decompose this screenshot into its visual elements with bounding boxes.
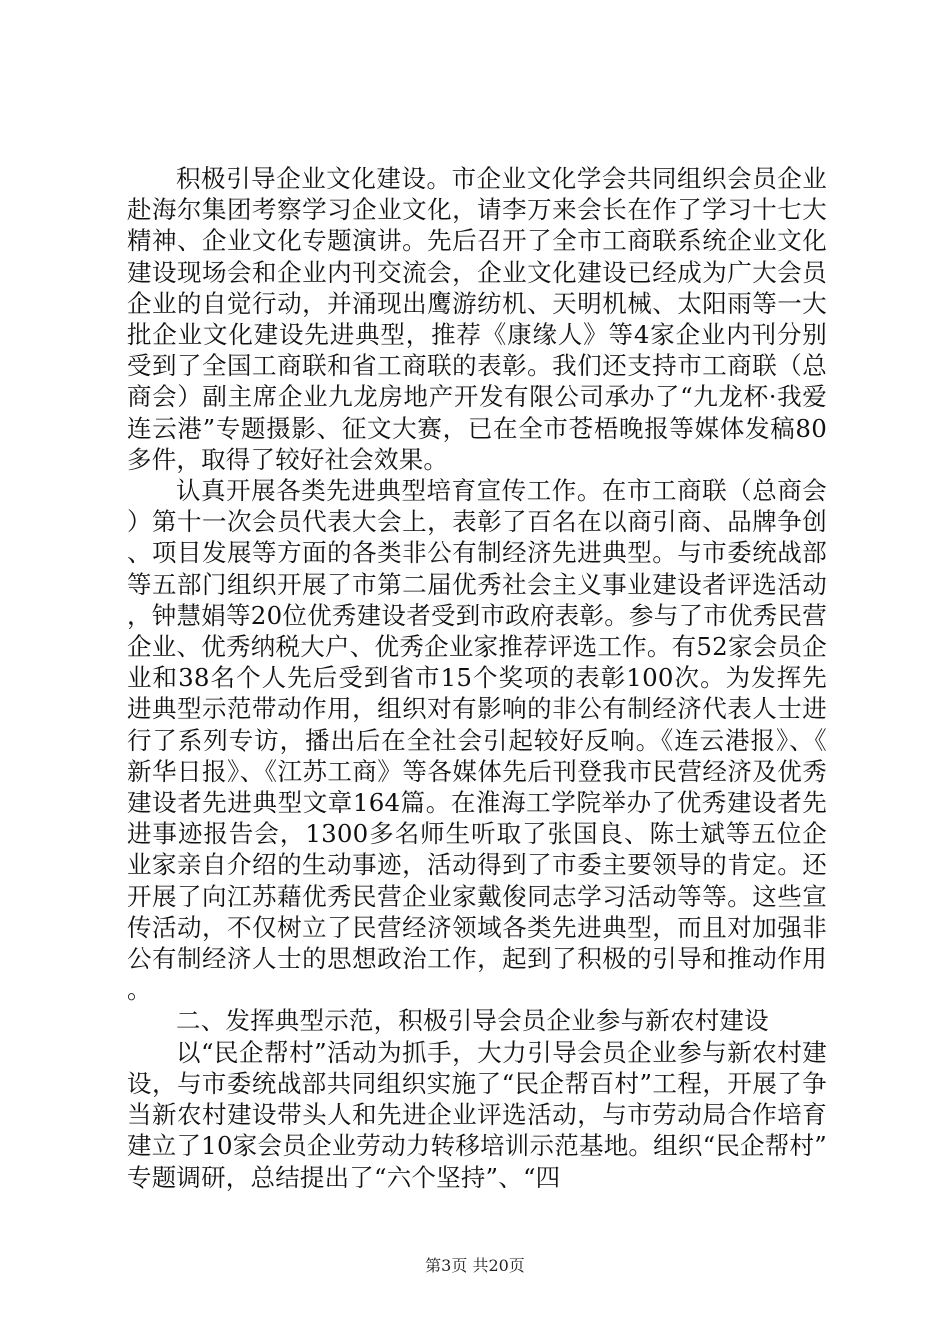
paragraph-enterprises-help-villages: 以“民企帮村”活动为抓手，大力引导会员企业参与新农村建设，与市委统战部共同组织实施了“民企帮百村”工程，开展了争当新农村建设带头人和先进企业评选活动，与市劳动局合作培育建立了10家会员企业劳动力转移培训示范基地。组织“民企帮村”专题调研，总结提出了“六个坚持”、“四 [127,1037,827,1192]
paragraph-corporate-culture: 积极引导企业文化建设。市企业文化学会共同组织会员企业赴海尔集团考察学习企业文化，请李万来会长在作了学习十七大精神、企业文化专题演讲。先后召开了全市工商联系统企业文化建设现场会和企业内刊交流会，企业文化建设已经成为广大会员企业的自觉行动，并涌现出鹰游纺机、天明机械、太阳雨等一大批企业文化建设先进典型，推荐《康缘人》等4家企业内刊分别受到了全国工商联和省工商联的表彰。我们还支持市工商联（总商会）副主席企业九龙房地产开发有限公司承办了“九龙杯·我爱连云港”专题摄影、征文大赛，已在全市苍梧晚报等媒体发稿80多件，取得了较好社会效果。 [127,164,827,474]
section-heading-new-countryside: 二、发挥典型示范，积极引导会员企业参与新农村建设 [176,1006,769,1036]
document-body [127,163,827,1193]
paragraph-advanced-models: 认真开展各类先进典型培育宣传工作。在市工商联（总商会）第十一次会员代表大会上，表彰了百名在以商引商、品牌争创、项目发展等方面的各类非公有制经济先进典型。与市委统战部等五部门组织开展了市第二届优秀社会主义事业建设者评选活动，钟慧娟等20位优秀建设者受到市政府表彰。参与了市优秀民营企业、优秀纳税大户、优秀企业家推荐评选工作。有52家会员企业和38名个人先后受到省市15个奖项的表彰100次。为发挥先进典型示范带动作用，组织对有影响的非公有制经济代表人士进行了系列专访，播出后在全社会引起较好反响。《连云港报》、《新华日报》、《江苏工商》等各媒体先后刊登我市民营经济及优秀建设者先进典型文章164篇。在淮海工学院举办了优秀建设者先进事迹报告会，1300多名师生听取了张国良、陈士斌等五位企业家亲自介绍的生动事迹，活动得到了市委主要领导的肯定。还开展了向江苏藉优秀民营企业家戴俊同志学习活动等等。这些宣传活动，不仅树立了民营经济领域各类先进典型，而且对加强非公有制经济人士的思想政治工作，起到了积极的引导和推动作用。 [127,476,827,1005]
page-number-footer: 第3页 共20页 [425,1256,525,1275]
